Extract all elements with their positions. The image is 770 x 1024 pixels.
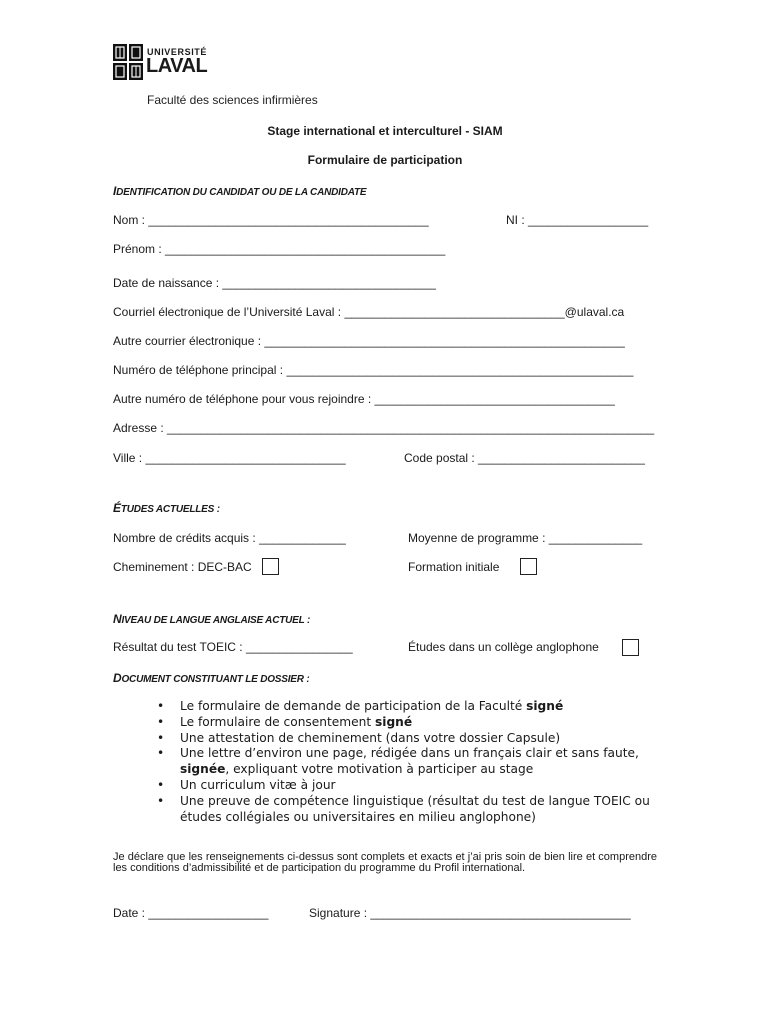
field-telephone-principal[interactable]: Numéro de téléphone principal : ____________________________________________________	[113, 363, 634, 377]
field-code-postal[interactable]: Code postal : _________________________	[404, 451, 645, 465]
list-item: • Une lettre d’environ une page, rédigée dans un français clair et sans faute, signée, expliquant votre motivation à participer au stage	[156, 746, 676, 778]
section-identification: IDENTIFICATION DU CANDIDAT OU DE LA CANDIDATE	[113, 184, 367, 198]
field-moyenne[interactable]: Moyenne de programme : ______________	[408, 531, 643, 545]
field-date-naissance[interactable]: Date de naissance : ________________________________	[113, 276, 436, 290]
field-autre-telephone[interactable]: Autre numéro de téléphone pour vous rejoindre : ____________________________________	[113, 392, 615, 406]
crest-icon	[113, 44, 143, 80]
faculty-name: Faculté des sciences infirmières	[147, 93, 318, 107]
label-cheminement: Cheminement : DEC-BAC	[113, 560, 252, 574]
field-adresse[interactable]: Adresse : _________________________________________________________________________	[113, 421, 655, 435]
label-college-anglophone: Études dans un collège anglophone	[408, 640, 599, 654]
logo-laval-text: LAVAL	[146, 55, 208, 77]
list-item: • Le formulaire de demande de participation de la Faculté signé	[156, 699, 676, 715]
field-ni[interactable]: NI : __________________	[506, 213, 649, 227]
list-item: • Une preuve de compétence linguistique (résultat du test de langue TOEIC ou études collégiales ou universitaires en milieu anglophone)	[156, 794, 676, 826]
field-ville[interactable]: Ville : ______________________________	[113, 451, 346, 465]
section-niveau-langue: NIVEAU DE LANGUE ANGLAISE ACTUEL :	[113, 612, 311, 626]
field-autre-courriel[interactable]: Autre courrier électronique : ______________________________________________________	[113, 334, 625, 348]
list-item: • Un curriculum vitæ à jour	[156, 778, 676, 794]
field-courriel-ulaval[interactable]: Courriel électronique de l’Université Laval : _________________________________@ulaval.ca	[113, 305, 625, 319]
list-item: • Une attestation de cheminement (dans votre dossier Capsule)	[156, 731, 676, 747]
list-item: • Le formulaire de consentement signé	[156, 715, 676, 731]
document-list	[156, 699, 676, 825]
form-subtitle: Formulaire de participation	[307, 153, 463, 167]
declaration-text: Je déclare que les renseignements ci-dessus sont complets et exacts et j’ai pris soin de bien lire et comprendre les conditions d’admissibilité et de participation du programme du Profil international.	[113, 851, 657, 874]
section-document-dossier: DOCUMENT CONSTITUANT LE DOSSIER :	[113, 671, 310, 685]
field-prenom[interactable]: Prénom : __________________________________________	[113, 242, 446, 256]
field-nom[interactable]: Nom : __________________________________________	[113, 213, 429, 227]
field-toeic[interactable]: Résultat du test TOEIC : ________________	[113, 640, 353, 654]
label-formation-initiale: Formation initiale	[408, 560, 500, 574]
form-title: Stage international et interculturel - SIAM	[267, 124, 503, 138]
field-date[interactable]: Date : __________________	[113, 906, 269, 920]
checkbox-college-anglophone[interactable]	[622, 639, 639, 656]
field-credits[interactable]: Nombre de crédits acquis : _____________	[113, 531, 346, 545]
checkbox-formation-initiale[interactable]	[520, 558, 537, 575]
logo-universite-text: UNIVERSITÉ	[147, 47, 208, 57]
field-signature[interactable]: Signature : _______________________________________	[309, 906, 631, 920]
section-etudes-actuelles: ÉTUDES ACTUELLES :	[113, 501, 220, 515]
checkbox-dec-bac[interactable]	[262, 558, 279, 575]
